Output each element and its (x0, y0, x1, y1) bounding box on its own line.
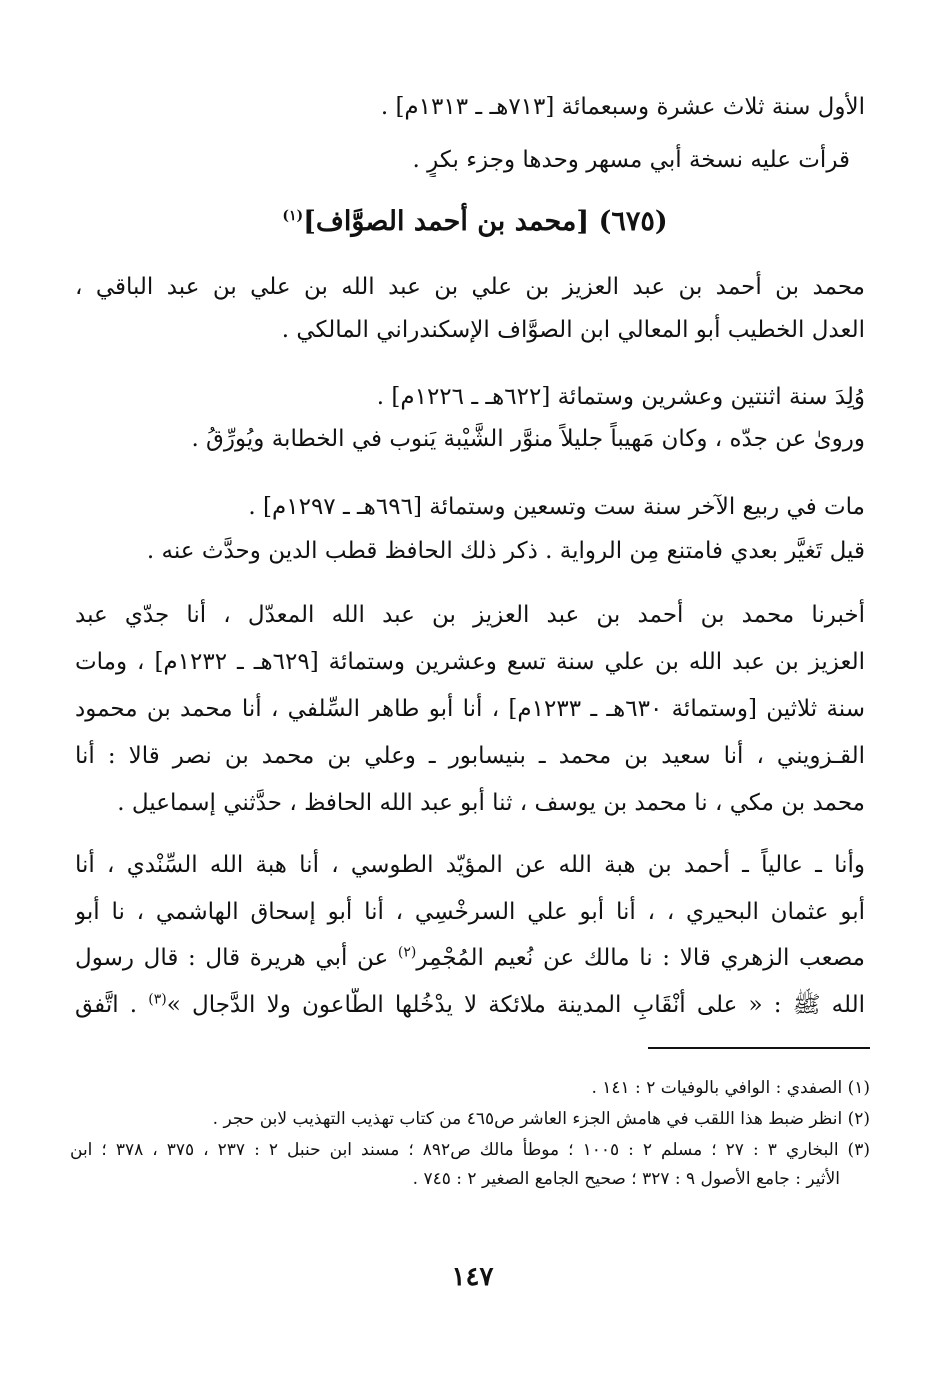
hadith-line-1: وأنا ـ عالياً ـ أحمد بن هبة الله عن المؤيّد الطوسي ، أنا هبة الله السِّنْدي ، أنا (75, 852, 865, 878)
hadith-line-3 (75, 941, 865, 975)
footnote-ref-2: (٢) (397, 944, 417, 961)
footnote-ref-3: (٣) (148, 991, 167, 1008)
entry-heading-text: (٦٧٥) [محمد بن أحمد الصوَّاف] (303, 206, 668, 237)
hadith-line-3-part-a: مصعب الزهري قالا : نا مالك عن نُعيم المُجْمِر (416, 945, 865, 971)
entry-heading (80, 203, 870, 241)
footnote-separator (648, 1047, 870, 1049)
isnad-line-3: سنة ثلاثين [وستمائة ٦٣٠هـ ـ ١٢٣٣م] ، أنا أبو طاهر السِّلفي ، أنا محمد بن محمود (75, 696, 865, 722)
page-number: ١٤٧ (451, 1262, 494, 1292)
name-line-2: العدل الخطيب أبو المعالي ابن الصوَّاف الإسكندراني المالكي . (281, 317, 865, 343)
footnote-2: (٢) انظر ضبط هذا اللقب في هامش الجزء العاشر ص٤٦٥ من كتاب تهذيب التهذيب لابن حجر . (212, 1109, 870, 1129)
death-line-2: قيل تَغيَّر بعدي فامتنع مِن الرواية . ذكر ذلك الحافظ قطب الدين وحدَّث عنه . (146, 538, 865, 564)
intro-line-1: الأول سنة ثلاث عشرة وسبعمائة [٧١٣هـ ـ ١٣١٣م] . (380, 94, 865, 120)
footnote-ref-1: (١) (282, 208, 304, 224)
birth-line-1: وُلِدَ سنة اثنتين وعشرين وستمائة [٦٢٢هـ ـ ١٢٢٦م] . (376, 384, 865, 410)
footnote-3-line-1: (٣) البخاري ٣ : ٢٧ ؛ مسلم ٢ : ١٠٠٥ ؛ موطأ مالك ص٨٩٢ ؛ مسند ابن حنبل ٢ : ٢٣٧ ، ٣٧٥ ، ٣٧٨ ؛ ابن (70, 1140, 870, 1160)
hadith-line-2: أبو عثمان البحيري ، ، أنا أبو علي السرخْسِي ، أنا أبو إسحاق الهاشمي ، نا أبو (75, 899, 865, 925)
hadith-line-4-part-a: الله ﷺ : « على أنْقَابِ المدينة ملائكة لا يدْخُلها الطَّاعون ولا الدَّجال » (166, 992, 865, 1018)
death-line-1: مات في ربيع الآخر سنة ست وتسعين وستمائة [٦٩٦هـ ـ ١٢٩٧م] . (248, 494, 865, 520)
hadith-line-4 (75, 988, 865, 1022)
birth-line-2: وروىٰ عن جدّه ، وكان مَهيباً جليلاً منوَّر الشَّيْبة يَنوب في الخطابة ويُورِّقُ . (191, 426, 865, 452)
footnote-1: (١) الصفدي : الوافي بالوفيات ٢ : ١٤١ . (591, 1078, 870, 1098)
isnad-line-4: القـزويني ، أنا سعيد بن محمد ـ بنيسابور ـ وعلي بن محمد بن نصر قالا : أنا (75, 743, 865, 769)
hadith-line-4-part-b: . اتَّفق (75, 992, 149, 1018)
footnote-3-line-2: الأثير : جامع الأصول ٩ : ٣٢٧ ؛ صحيح الجامع الصغير ٢ : ٧٤٥ . (412, 1169, 840, 1189)
intro-line-2: قرأت عليه نسخة أبي مسهر وحدها وجزء بكرٍ . (412, 147, 850, 173)
isnad-line-1: أخبرنا محمد بن أحمد بن عبد العزيز بن عبد الله المعدّل ، أنا جدّي عبد (75, 602, 865, 628)
isnad-line-2: العزيز بن عبد الله بن علي سنة تسع وعشرين وستمائة [٦٢٩هـ ـ ١٢٣٢م] ، ومات (75, 649, 865, 675)
name-line-1: محمد بن أحمد بن عبد العزيز بن علي بن عبد الله بن علي بن عبد الباقي ، (75, 274, 865, 300)
isnad-line-5: محمد بن مكي ، نا محمد بن يوسف ، ثنا أبو عبد الله الحافظ ، حدَّثني إسماعيل . (117, 790, 865, 816)
hadith-line-3-part-b: عن أبي هريرة قال : قال رسول (75, 945, 398, 971)
